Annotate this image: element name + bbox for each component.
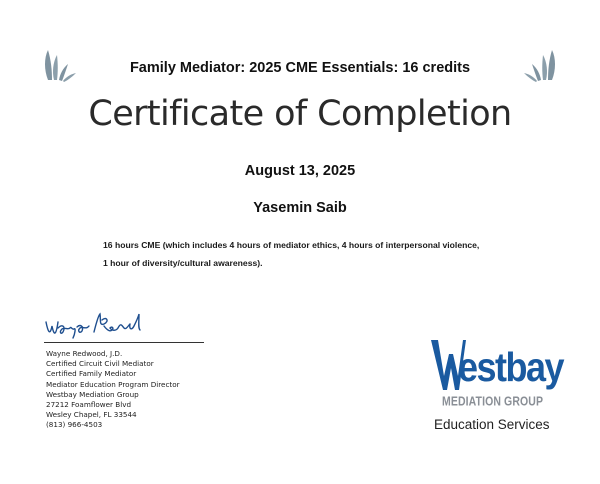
description-line-2: 1 hour of diversity/cultural awareness). [103, 258, 263, 268]
logo-subtitle: MEDIATION GROUP [442, 394, 544, 409]
westbay-logo [428, 336, 568, 436]
signer-credential-1: Certified Circuit Civil Mediator [46, 359, 154, 369]
logo-wordmark: estbay [458, 344, 564, 390]
certificate-heading: Certificate of Completion [88, 94, 512, 134]
handwritten-signature-icon [44, 312, 154, 340]
course-title: Family Mediator: 2025 CME Essentials: 16 credits [129, 60, 471, 76]
recipient-name: Yasemin Saib [253, 200, 347, 216]
signer-address-2: Wesley Chapel, FL 33544 [46, 410, 137, 420]
signer-address-1: 27212 Foamflower Blvd [46, 400, 132, 410]
signature-line [44, 342, 204, 343]
signer-phone: (813) 966-4503 [46, 420, 103, 430]
signer-block [46, 349, 180, 431]
completion-date: August 13, 2025 [244, 163, 356, 179]
signer-organization: Westbay Mediation Group [46, 389, 139, 399]
signer-name: Wayne Redwood, J.D. [46, 349, 123, 358]
logo-tagline: Education Services [434, 417, 550, 432]
credit-description [103, 236, 543, 272]
signer-role: Mediator Education Program Director [46, 379, 180, 389]
signer-credential-2: Certified Family Mediator [46, 369, 137, 379]
description-line-1: 16 hours CME (which includes 4 hours of mediator ethics, 4 hours of interpersonal violence, [103, 240, 480, 250]
